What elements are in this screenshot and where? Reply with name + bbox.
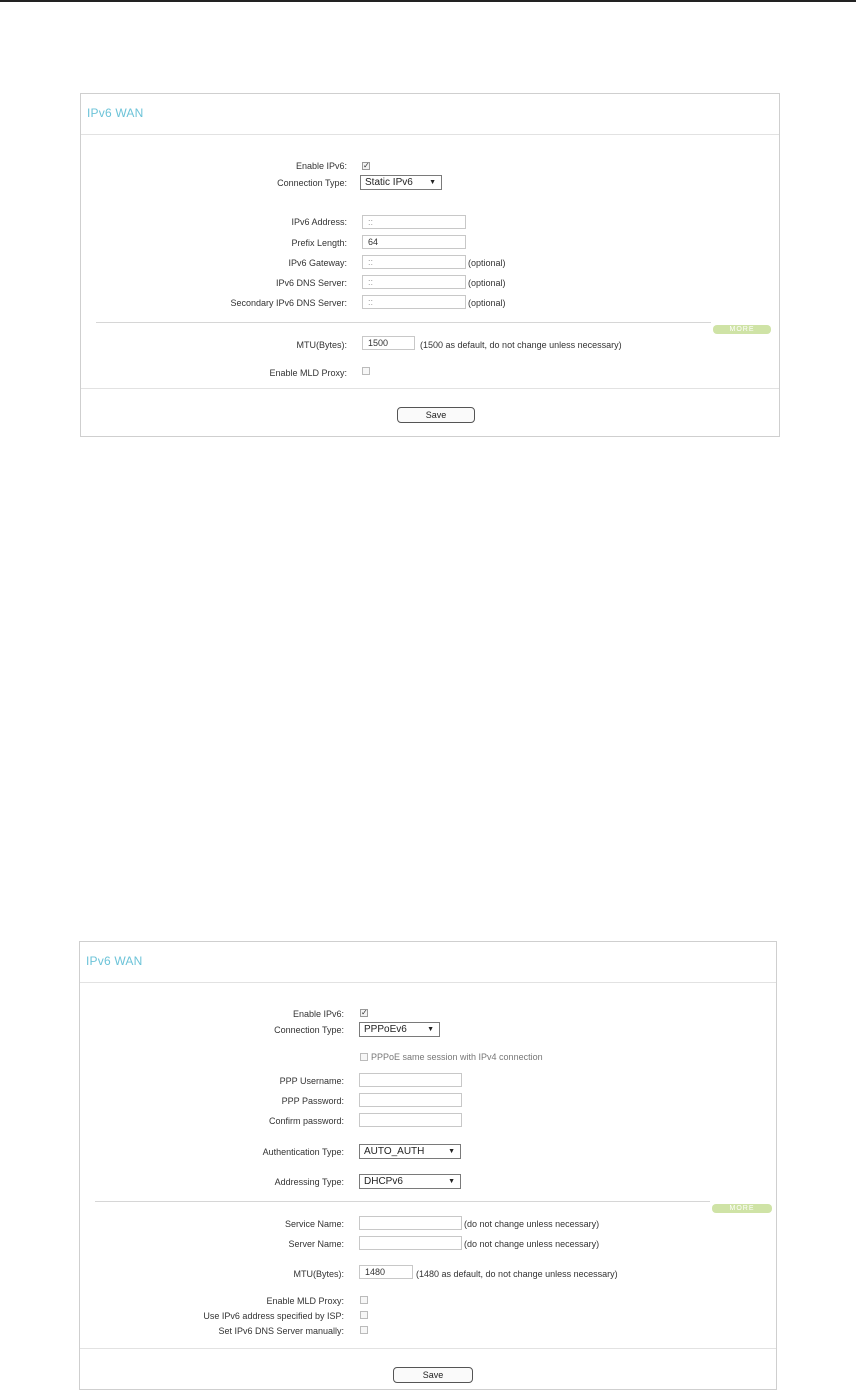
mtu-label: MTU(Bytes):: [296, 340, 347, 350]
connection-type-label: Connection Type:: [274, 1025, 344, 1035]
mld-proxy-label: Enable MLD Proxy:: [266, 1296, 344, 1306]
enable-ipv6-checkbox[interactable]: ✓: [361, 1008, 368, 1017]
connection-type-select[interactable]: [359, 1022, 440, 1037]
enable-ipv6-label: Enable IPv6:: [295, 161, 347, 171]
service-name-input[interactable]: [359, 1216, 462, 1230]
auth-type-select[interactable]: [359, 1144, 461, 1159]
connection-type-select[interactable]: [360, 175, 442, 190]
server-name-label: Server Name:: [288, 1239, 344, 1249]
footer-divider: [81, 388, 779, 389]
confirm-password-input[interactable]: [359, 1113, 462, 1127]
chevron-down-icon: ▼: [429, 179, 436, 186]
ipv6-gateway-input[interactable]: ::: [362, 255, 466, 269]
pppoe-same-session-label: PPPoE same session with IPv4 connection: [371, 1052, 543, 1062]
dns-manual-label: Set IPv6 DNS Server manually:: [218, 1326, 344, 1336]
ipv6-address-label: IPv6 Address:: [291, 217, 347, 227]
gateway-optional-text: (optional): [468, 258, 506, 268]
panel-title: IPv6 WAN: [86, 954, 143, 968]
enable-ipv6-checkbox[interactable]: ✓: [363, 161, 370, 170]
save-button[interactable]: Save: [393, 1367, 473, 1383]
more-toggle-button[interactable]: MORE: [712, 1204, 772, 1213]
isp-address-checkbox[interactable]: [360, 1311, 368, 1319]
confirm-password-label: Confirm password:: [268, 1116, 344, 1126]
connection-type-label: Connection Type:: [277, 178, 347, 188]
mtu-input[interactable]: 1480: [359, 1265, 413, 1279]
secondary-dns-label: Secondary IPv6 DNS Server:: [230, 298, 347, 308]
auth-type-label: Authentication Type:: [262, 1147, 344, 1157]
ppp-username-input[interactable]: [359, 1073, 462, 1087]
mtu-hint: (1500 as default, do not change unless necessary): [420, 340, 622, 350]
section-divider: [95, 1201, 710, 1202]
ppp-password-label: PPP Password:: [281, 1096, 344, 1106]
ipv6-address-input[interactable]: ::: [362, 215, 466, 229]
prefix-length-input[interactable]: 64: [362, 235, 466, 249]
pppoe-same-session-checkbox[interactable]: [360, 1053, 368, 1061]
server-name-hint: (do not change unless necessary): [464, 1239, 600, 1249]
addressing-type-select[interactable]: [359, 1174, 461, 1189]
more-toggle-button[interactable]: MORE: [713, 325, 771, 334]
mld-proxy-label: Enable MLD Proxy:: [269, 368, 347, 378]
footer-divider: [80, 1348, 776, 1349]
server-name-input[interactable]: [359, 1236, 462, 1250]
chevron-down-icon: ▼: [448, 1148, 455, 1155]
mtu-label: MTU(Bytes):: [293, 1269, 344, 1279]
mld-proxy-checkbox[interactable]: [362, 367, 370, 375]
ipv6-wan-panel-pppoe: [79, 941, 777, 1390]
ipv6-gateway-label: IPv6 Gateway:: [288, 258, 347, 268]
mtu-hint: (1480 as default, do not change unless necessary): [416, 1269, 618, 1279]
ipv6-wan-panel-static: [80, 93, 780, 437]
chevron-down-icon: ▼: [448, 1178, 455, 1185]
service-name-label: Service Name:: [284, 1219, 344, 1229]
addressing-type-value: DHCPv6: [364, 1176, 403, 1187]
connection-type-value: PPPoEv6: [364, 1024, 407, 1035]
ipv6-dns-label: IPv6 DNS Server:: [275, 278, 347, 288]
prefix-length-label: Prefix Length:: [291, 238, 347, 248]
panel-header: [81, 94, 779, 135]
secondary-dns-optional-text: (optional): [468, 298, 506, 308]
ppp-username-label: PPP Username:: [279, 1076, 344, 1086]
dns-manual-checkbox[interactable]: [360, 1326, 368, 1334]
connection-type-value: Static IPv6: [365, 177, 413, 188]
isp-address-label: Use IPv6 address specified by ISP:: [203, 1311, 344, 1321]
panel-header: [80, 942, 776, 983]
ppp-password-input[interactable]: [359, 1093, 462, 1107]
mld-proxy-checkbox[interactable]: [360, 1296, 368, 1304]
ipv6-dns-input[interactable]: ::: [362, 275, 466, 289]
enable-ipv6-label: Enable IPv6:: [292, 1009, 344, 1019]
service-name-hint: (do not change unless necessary): [464, 1219, 600, 1229]
section-divider: [96, 322, 711, 323]
save-button[interactable]: Save: [397, 407, 475, 423]
panel-title: IPv6 WAN: [87, 106, 144, 120]
chevron-down-icon: ▼: [427, 1026, 434, 1033]
auth-type-value: AUTO_AUTH: [364, 1146, 425, 1157]
mtu-input[interactable]: 1500: [362, 336, 415, 350]
secondary-dns-input[interactable]: ::: [362, 295, 466, 309]
addressing-type-label: Addressing Type:: [274, 1177, 344, 1187]
dns-optional-text: (optional): [468, 278, 506, 288]
page-top-rule: [0, 0, 856, 2]
